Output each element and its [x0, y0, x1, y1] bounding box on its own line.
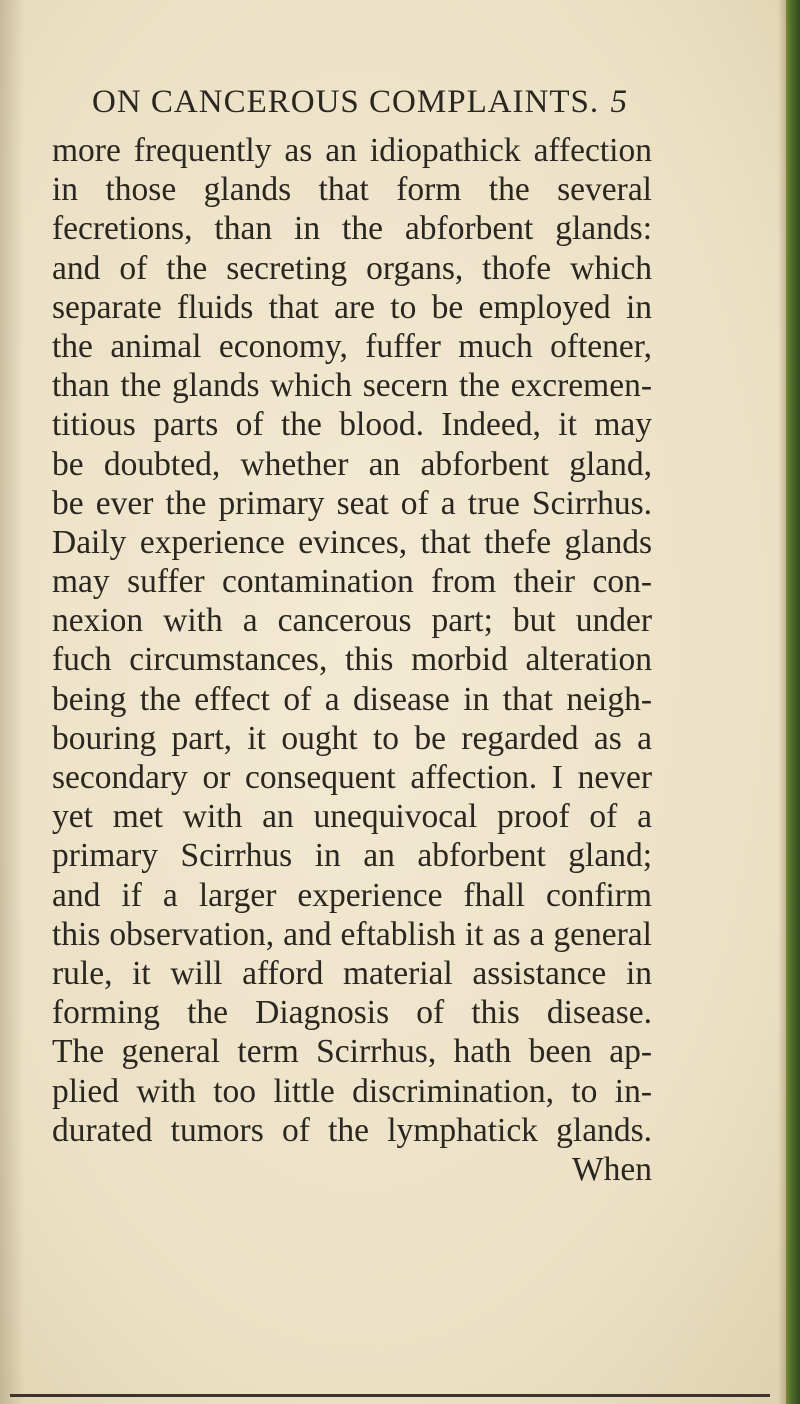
catchword: When [572, 1150, 652, 1188]
text-line: durated tumors of the lymphatick glands. [52, 1111, 652, 1149]
text-line: be ever the primary seat of a true Scirrhus. [52, 484, 652, 522]
text-line: being the effect of a disease in that neigh- [52, 680, 652, 718]
page-edge-shadow [778, 0, 786, 1404]
text-line: this observation, and eftablish it as a general [52, 915, 652, 953]
text-line: than the glands which secern the excremen- [52, 367, 652, 405]
page-number: 5 [610, 84, 628, 120]
text-line: bouring part, it ought to be regarded as a [52, 719, 652, 757]
text-line: secondary or consequent affection. I never [52, 759, 652, 796]
running-head-title: ON CANCEROUS COMPLAINTS. [92, 84, 600, 120]
text-line: nexion with a cancerous part; but under [52, 602, 652, 640]
text-line: more frequently as an idiopathick affection [52, 132, 652, 169]
text-line: in those glands that form the several [52, 171, 652, 209]
text-line: Daily experience evinces, that thefe glands [52, 523, 652, 561]
text-line: separate fluids that are to be employed in [52, 288, 652, 326]
text-line: be doubted, whether an abforbent gland, [52, 445, 652, 483]
bottom-edge-line [10, 1394, 770, 1397]
text-line: forming the Diagnosis of this disease. [52, 994, 652, 1032]
green-cover-edge [786, 0, 800, 1404]
text-line: The general term Scirrhus, hath been ap- [52, 1033, 652, 1071]
text-line: and if a larger experience fhall confirm [52, 876, 652, 914]
text-line: fecretions, than in the abforbent glands: [52, 210, 652, 248]
text-line: titious parts of the blood. Indeed, it may [52, 406, 652, 444]
text-line: yet met with an unequivocal proof of a [52, 798, 652, 836]
text-line: the animal economy, fuffer much oftener, [52, 327, 652, 365]
text-line: may suffer contamination from their con- [52, 563, 652, 601]
spine-shadow [0, 0, 24, 1404]
text-line: fuch circumstances, this morbid alteration [52, 641, 652, 679]
running-head [92, 84, 628, 128]
body-text [52, 131, 652, 1189]
text-line: and of the secreting organs, thofe which [52, 249, 652, 287]
text-line: primary Scirrhus in an abforbent gland; [52, 837, 652, 875]
text-line: plied with too little discrimination, to in- [52, 1072, 652, 1110]
text-line: rule, it will afford material assistance in [52, 954, 652, 992]
